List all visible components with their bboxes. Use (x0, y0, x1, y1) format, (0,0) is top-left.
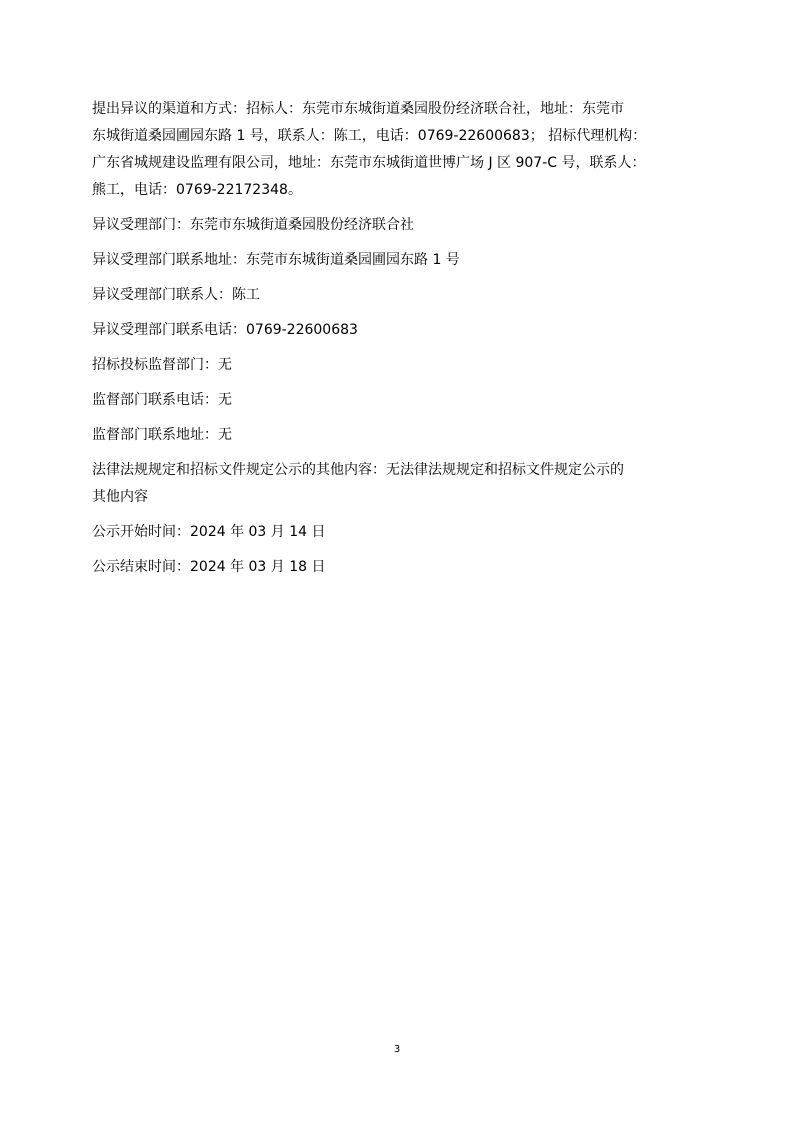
objection-channel-paragraph (92, 96, 712, 204)
other-content-paragraph (92, 457, 712, 511)
supervision-address-paragraph (92, 422, 712, 449)
text-line: 公示开始时间：2024 年 03 月 14 日 (92, 524, 326, 540)
text-line: 监督部门联系地址：无 (92, 427, 232, 443)
text-line: 熊工，电话：0769-22172348。 (92, 182, 302, 198)
text-line: 公示结束时间：2024 年 03 月 18 日 (92, 559, 326, 575)
objection-department-paragraph (92, 212, 712, 239)
text-line: 法律法规规定和招标文件规定公示的其他内容：无法律法规规定和招标文件规定公示的 (92, 462, 624, 478)
text-line: 异议受理部门联系电话：0769-22600683 (92, 322, 358, 338)
supervision-phone-paragraph (92, 387, 712, 414)
text-line: 招标投标监督部门：无 (92, 357, 232, 373)
publicity-end-paragraph (92, 554, 712, 581)
text-line: 其他内容 (92, 489, 148, 505)
text-line: 广东省城规建设监理有限公司，地址：东莞市东城街道世博广场 J 区 907-C 号，联系人： (92, 155, 646, 171)
objection-department-phone-paragraph (92, 317, 712, 344)
text-line: 监督部门联系电话：无 (92, 392, 232, 408)
objection-department-address-paragraph (92, 247, 712, 274)
publicity-start-paragraph (92, 519, 712, 546)
supervision-department-paragraph (92, 352, 712, 379)
objection-department-contact-paragraph (92, 282, 712, 309)
text-line: 提出异议的渠道和方式：招标人：东莞市东城街道桑园股份经济联合社，地址：东莞市 (92, 101, 624, 117)
page-number: 3 (393, 1044, 401, 1055)
text-line: 东城街道桑园圃园东路 1 号，联系人：陈工，电话：0769-22600683； 招标代理机构： (92, 128, 647, 144)
text-line: 异议受理部门联系人：陈工 (92, 287, 260, 303)
text-line: 异议受理部门：东莞市东城街道桑园股份经济联合社 (92, 217, 414, 233)
text-line: 异议受理部门联系地址：东莞市东城街道桑园圃园东路 1 号 (92, 252, 460, 268)
document-body (92, 96, 712, 589)
